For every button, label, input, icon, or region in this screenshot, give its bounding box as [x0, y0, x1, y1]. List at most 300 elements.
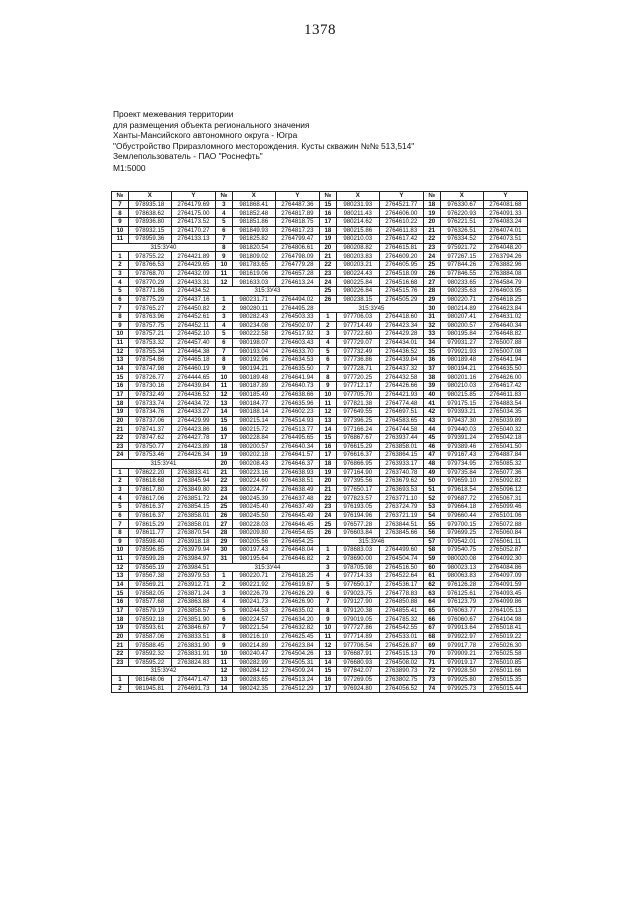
x-coordinate-cell: 981868.41	[232, 200, 275, 209]
table-row	[112, 390, 528, 399]
y-coordinate-cell: 2764635.96	[275, 399, 319, 408]
y-coordinate-cell: 2764602.23	[275, 408, 319, 417]
y-coordinate-cell: 2764508.02	[379, 658, 423, 667]
y-coordinate-cell: 2764432.09	[171, 269, 215, 278]
point-number-cell: 70	[423, 649, 440, 658]
point-number-cell: 10	[215, 261, 232, 270]
y-coordinate-cell: 2764603.95	[483, 287, 527, 296]
y-coordinate-cell: 2764452.11	[171, 321, 215, 330]
table-row	[112, 330, 528, 339]
y-coordinate-cell: 2764421.93	[379, 390, 423, 399]
x-coordinate-cell: 978730.16	[128, 382, 171, 391]
x-coordinate-cell: 976123.79	[440, 598, 483, 607]
x-coordinate-cell: 979660.44	[440, 511, 483, 520]
x-coordinate-cell: 978582.05	[128, 589, 171, 598]
x-coordinate-cell: 976221.51	[440, 217, 483, 226]
point-number-cell: 15	[319, 433, 336, 442]
table-row	[112, 235, 528, 244]
x-coordinate-cell: 979909.21	[440, 649, 483, 658]
x-coordinate-cell: 980225.84	[336, 278, 379, 287]
x-coordinate-cell: 979664.18	[440, 503, 483, 512]
table-row	[112, 468, 528, 477]
y-coordinate-cell: 2764471.47	[171, 675, 215, 684]
y-coordinate-cell: 2763858.01	[171, 511, 215, 520]
x-coordinate-cell: 978617.80	[128, 485, 171, 494]
table-row	[112, 546, 528, 555]
y-coordinate-cell: 2764605.95	[379, 261, 423, 270]
y-coordinate-cell: 2763845.94	[171, 477, 215, 486]
x-coordinate-cell: 978771.86	[128, 287, 171, 296]
point-number-cell: 8	[112, 209, 129, 218]
point-number-cell: 3	[215, 589, 232, 598]
y-coordinate-cell: 2764439.84	[171, 382, 215, 391]
point-number-cell: 4	[215, 598, 232, 607]
y-coordinate-cell: 2764436.52	[379, 347, 423, 356]
x-coordinate-cell: 978592.18	[128, 615, 171, 624]
table-header-row	[112, 192, 528, 201]
point-number-cell: 25	[319, 520, 336, 529]
point-number-cell: 24	[423, 252, 440, 261]
point-number-cell: 15	[215, 416, 232, 425]
table-row	[112, 554, 528, 563]
y-coordinate-cell: 2764638.93	[275, 468, 319, 477]
point-number-cell: 23	[423, 243, 440, 252]
point-number-cell: 9	[112, 537, 129, 546]
y-coordinate-cell: 2764817.23	[275, 226, 319, 235]
column-header: №	[423, 192, 440, 201]
x-coordinate-cell: 980189.48	[440, 356, 483, 365]
x-coordinate-cell: 980220.71	[232, 572, 275, 581]
point-number-cell: 69	[423, 641, 440, 650]
x-coordinate-cell: 978565.19	[128, 563, 171, 572]
table-row	[112, 295, 528, 304]
y-coordinate-cell: 2765101.06	[483, 511, 527, 520]
table-body	[112, 200, 528, 693]
y-coordinate-cell: 2764092.30	[483, 554, 527, 563]
x-coordinate-cell: 979019.05	[336, 615, 379, 624]
point-number-cell: 31	[215, 554, 232, 563]
y-coordinate-cell: 2765060.84	[483, 528, 527, 537]
point-number-cell: 23	[319, 269, 336, 278]
x-coordinate-cell: 978747.98	[128, 364, 171, 373]
x-coordinate-cell: 980282.43	[232, 312, 275, 321]
y-coordinate-cell: 2763912.71	[171, 580, 215, 589]
x-coordinate-cell: 977705.70	[336, 390, 379, 399]
y-coordinate-cell: 2764437.16	[171, 295, 215, 304]
point-number-cell: 24	[319, 511, 336, 520]
x-coordinate-cell: 979437.30	[440, 416, 483, 425]
x-coordinate-cell: 980245.50	[232, 511, 275, 520]
column-header: №	[215, 192, 232, 201]
table-row	[112, 580, 528, 589]
y-coordinate-cell: 2764744.58	[379, 425, 423, 434]
x-coordinate-cell: 976126.28	[440, 580, 483, 589]
y-coordinate-cell: 2765072.88	[483, 520, 527, 529]
point-number-cell: 7	[319, 598, 336, 607]
y-coordinate-cell: 2765052.87	[483, 546, 527, 555]
point-number-cell: 2	[112, 477, 129, 486]
point-number-cell: 43	[423, 416, 440, 425]
point-number-cell: 17	[215, 433, 232, 442]
point-number-cell: 23	[215, 485, 232, 494]
header-line-purpose: для размещения объекта регионального значения	[113, 119, 310, 130]
y-coordinate-cell: 2764514.93	[275, 416, 319, 425]
point-number-cell: 10	[319, 624, 336, 633]
y-coordinate-cell: 2763854.15	[171, 503, 215, 512]
point-number-cell: 40	[423, 390, 440, 399]
y-coordinate-cell: 2764504.26	[275, 649, 319, 658]
table-row	[112, 217, 528, 226]
y-coordinate-cell: 2763858.01	[171, 520, 215, 529]
x-coordinate-cell: 980215.85	[440, 390, 483, 399]
y-coordinate-cell: 2763724.79	[379, 503, 423, 512]
table-row	[112, 624, 528, 633]
x-coordinate-cell: 980201.16	[440, 373, 483, 382]
y-coordinate-cell: 2764887.84	[483, 451, 527, 460]
x-coordinate-cell: 981783.65	[232, 261, 275, 270]
point-number-cell: 10	[215, 649, 232, 658]
y-coordinate-cell: 2763833.41	[171, 468, 215, 477]
point-number-cell: 60	[423, 563, 440, 572]
point-number-cell: 17	[112, 606, 129, 615]
table-row	[112, 451, 528, 460]
table-row	[112, 408, 528, 417]
header-line-project: Проект межевания территории	[113, 109, 234, 119]
x-coordinate-cell: 980223.16	[232, 468, 275, 477]
point-number-cell: 4	[215, 209, 232, 218]
point-number-cell: 15	[319, 200, 336, 209]
x-coordinate-cell: 980224.57	[232, 615, 275, 624]
y-coordinate-cell: 2764426.34	[171, 451, 215, 460]
point-number-cell: 18	[112, 615, 129, 624]
y-coordinate-cell: 2765026.30	[483, 641, 527, 650]
point-number-cell: 36	[423, 356, 440, 365]
table-row	[112, 649, 528, 658]
x-coordinate-cell: 979928.50	[440, 667, 483, 676]
point-number-cell: 9	[112, 217, 129, 226]
y-coordinate-cell: 2764505.31	[275, 658, 319, 667]
point-number-cell: 16	[319, 442, 336, 451]
x-coordinate-cell: 977267.15	[440, 252, 483, 261]
point-number-cell: 16	[215, 425, 232, 434]
point-number-cell: 14	[112, 580, 129, 589]
point-number-cell: 8	[215, 632, 232, 641]
point-number-cell: 19	[112, 624, 129, 633]
x-coordinate-cell: 977729.07	[336, 338, 379, 347]
point-number-cell: 23	[112, 442, 129, 451]
point-number-cell: 25	[215, 503, 232, 512]
x-coordinate-cell: 980210.03	[336, 235, 379, 244]
x-coordinate-cell: 980220.71	[440, 295, 483, 304]
point-number-cell: 50	[423, 477, 440, 486]
y-coordinate-cell: 2764648.04	[275, 546, 319, 555]
y-coordinate-cell: 2763937.44	[379, 433, 423, 442]
point-number-cell: 13	[319, 416, 336, 425]
table-row	[112, 572, 528, 581]
column-header: Y	[275, 192, 319, 201]
x-coordinate-cell: 981820.54	[232, 243, 275, 252]
point-number-cell: 12	[112, 563, 129, 572]
point-number-cell: 2	[319, 321, 336, 330]
coordinates-table	[111, 191, 528, 693]
y-coordinate-cell: 2764657.28	[275, 269, 319, 278]
table-row	[112, 382, 528, 391]
point-number-cell: 10	[319, 390, 336, 399]
y-coordinate-cell: 2763871.24	[171, 589, 215, 598]
x-coordinate-cell: 980226.84	[336, 287, 379, 296]
y-coordinate-cell: 2764452.61	[171, 312, 215, 321]
x-coordinate-cell: 980216.10	[232, 632, 275, 641]
point-number-cell: 54	[423, 511, 440, 520]
point-number-cell: 26	[319, 528, 336, 537]
x-coordinate-cell: 977650.17	[336, 580, 379, 589]
y-coordinate-cell: 2764427.78	[171, 433, 215, 442]
y-coordinate-cell: 2764499.60	[379, 546, 423, 555]
y-coordinate-cell: 2764778.83	[379, 589, 423, 598]
y-coordinate-cell: 2764513.24	[275, 675, 319, 684]
y-coordinate-cell: 2765061.11	[483, 537, 527, 546]
header-scale: М1:5000	[113, 162, 146, 173]
y-coordinate-cell: 2764635.50	[483, 364, 527, 373]
y-coordinate-cell: 2764513.77	[275, 425, 319, 434]
point-number-cell: 4	[319, 338, 336, 347]
point-number-cell: 66	[423, 615, 440, 624]
x-coordinate-cell: 980194.21	[440, 364, 483, 373]
x-coordinate-cell: 977650.17	[336, 485, 379, 494]
point-number-cell: 19	[112, 408, 129, 417]
x-coordinate-cell: 977714.33	[336, 572, 379, 581]
point-number-cell: 57	[423, 537, 440, 546]
y-coordinate-cell: 2764613.24	[275, 278, 319, 287]
table-row	[112, 287, 528, 296]
column-header: Y	[483, 192, 527, 201]
x-coordinate-cell: 978683.03	[336, 546, 379, 555]
x-coordinate-cell: 981945.81	[128, 684, 171, 693]
column-header: X	[128, 192, 171, 201]
x-coordinate-cell: 979925.73	[440, 684, 483, 693]
point-number-cell: 24	[215, 494, 232, 503]
y-coordinate-cell: 2764097.09	[483, 572, 527, 581]
x-coordinate-cell: 978638.62	[128, 209, 171, 218]
point-number-cell: 17	[112, 390, 129, 399]
point-number-cell: 4	[112, 278, 129, 287]
x-coordinate-cell: 980224.60	[232, 477, 275, 486]
y-coordinate-cell: 2763833.51	[171, 632, 215, 641]
y-coordinate-cell: 2764850.88	[379, 598, 423, 607]
x-coordinate-cell: 980211.43	[336, 209, 379, 218]
point-number-cell: 9	[215, 364, 232, 373]
y-coordinate-cell: 2764504.74	[379, 554, 423, 563]
y-coordinate-cell: 2764423.34	[379, 321, 423, 330]
x-coordinate-cell: 977396.25	[336, 416, 379, 425]
y-coordinate-cell: 2764516.50	[379, 563, 423, 572]
y-coordinate-cell: 2765077.36	[483, 468, 527, 477]
point-number-cell: 13	[215, 399, 232, 408]
point-number-cell: 9	[112, 321, 129, 330]
x-coordinate-cell: 980200.57	[232, 442, 275, 451]
x-coordinate-cell: 978754.86	[128, 356, 171, 365]
x-coordinate-cell: 980221.54	[232, 624, 275, 633]
x-coordinate-cell: 978577.68	[128, 598, 171, 607]
point-number-cell: 3	[215, 200, 232, 209]
point-number-cell: 8	[215, 243, 232, 252]
table-row	[112, 364, 528, 373]
point-number-cell: 61	[423, 572, 440, 581]
point-number-cell: 7	[112, 304, 129, 313]
y-coordinate-cell: 2764433.27	[171, 408, 215, 417]
point-number-cell: 8	[112, 312, 129, 321]
x-coordinate-cell: 978936.80	[128, 217, 171, 226]
x-coordinate-cell: 979540.75	[440, 546, 483, 555]
point-number-cell: 18	[215, 442, 232, 451]
x-coordinate-cell: 978935.18	[128, 200, 171, 209]
point-number-cell: 1	[112, 468, 129, 477]
y-coordinate-cell: 2764081.68	[483, 200, 527, 209]
x-coordinate-cell: 979735.84	[440, 468, 483, 477]
table-row	[112, 200, 528, 209]
point-number-cell: 8	[112, 528, 129, 537]
x-coordinate-cell: 978737.06	[128, 416, 171, 425]
point-number-cell: 24	[319, 278, 336, 287]
x-coordinate-cell: 980221.92	[232, 580, 275, 589]
y-coordinate-cell: 2764518.09	[379, 269, 423, 278]
point-number-cell: 2	[215, 304, 232, 313]
header-line-land-user: Землепользователь - ПАО "Роснефть"	[113, 151, 263, 162]
point-number-cell: 2	[215, 580, 232, 589]
x-coordinate-cell: 978592.32	[128, 649, 171, 658]
point-number-cell: 25	[423, 261, 440, 270]
y-coordinate-cell: 2763740.78	[379, 468, 423, 477]
x-coordinate-cell: 980242.35	[232, 684, 275, 693]
y-coordinate-cell: 2764779.28	[275, 261, 319, 270]
x-coordinate-cell: 976924.80	[336, 684, 379, 693]
y-coordinate-cell: 2764646.37	[275, 459, 319, 468]
point-number-cell: 71	[423, 658, 440, 667]
point-number-cell: 4	[319, 572, 336, 581]
x-coordinate-cell: 978741.37	[128, 425, 171, 434]
x-coordinate-cell: 980214.89	[440, 304, 483, 313]
y-coordinate-cell: 2763918.18	[171, 537, 215, 546]
y-coordinate-cell: 2764436.52	[171, 390, 215, 399]
point-number-cell: 12	[319, 641, 336, 650]
x-coordinate-cell: 979389.46	[440, 442, 483, 451]
point-number-cell: 52	[423, 494, 440, 503]
point-number-cell: 19	[319, 235, 336, 244]
x-coordinate-cell: 980185.49	[232, 390, 275, 399]
point-number-cell: 7	[215, 235, 232, 244]
x-coordinate-cell: 980192.96	[232, 356, 275, 365]
point-number-cell: 21	[319, 252, 336, 261]
point-number-cell: 1	[112, 675, 129, 684]
point-number-cell: 21	[112, 425, 129, 434]
header-line-object: "Обустройство Приразломного месторождения. Кусты скважин №№ 513,514"	[113, 140, 415, 151]
point-number-cell: 23	[112, 658, 129, 667]
point-number-cell: 5	[215, 330, 232, 339]
point-number-cell: 1	[215, 295, 232, 304]
y-coordinate-cell: 2764798.09	[275, 252, 319, 261]
x-coordinate-cell: 980282.99	[232, 658, 275, 667]
x-coordinate-cell: 980189.48	[232, 373, 275, 382]
x-coordinate-cell: 980231.93	[336, 200, 379, 209]
x-coordinate-cell: 980245.40	[232, 503, 275, 512]
x-coordinate-cell: 976125.61	[440, 589, 483, 598]
point-number-cell: 9	[215, 252, 232, 261]
point-number-cell: 15	[112, 373, 129, 382]
y-coordinate-cell: 2765099.46	[483, 503, 527, 512]
x-coordinate-cell: 978599.28	[128, 554, 171, 563]
y-coordinate-cell: 2764606.00	[379, 209, 423, 218]
y-coordinate-cell: 2765040.32	[483, 425, 527, 434]
table-row	[112, 684, 528, 693]
point-number-cell: 7	[112, 520, 129, 529]
point-number-cell: 6	[319, 356, 336, 365]
y-coordinate-cell: 2764056.52	[379, 684, 423, 693]
point-number-cell: 27	[423, 278, 440, 287]
x-coordinate-cell: 977712.17	[336, 382, 379, 391]
y-coordinate-cell: 2765010.85	[483, 658, 527, 667]
x-coordinate-cell: 977706.54	[336, 641, 379, 650]
y-coordinate-cell: 2763846.67	[171, 624, 215, 633]
x-coordinate-cell: 979391.24	[440, 433, 483, 442]
y-coordinate-cell: 2765042.18	[483, 433, 527, 442]
y-coordinate-cell: 2763794.26	[483, 252, 527, 261]
y-coordinate-cell: 2763693.53	[379, 485, 423, 494]
point-number-cell: 20	[319, 243, 336, 252]
y-coordinate-cell: 2764515.13	[379, 649, 423, 658]
table-row	[112, 321, 528, 330]
y-coordinate-cell: 2764173.52	[171, 217, 215, 226]
y-coordinate-cell: 2763979.94	[171, 546, 215, 555]
x-coordinate-cell: 976330.67	[440, 200, 483, 209]
x-coordinate-cell: 977714.49	[336, 321, 379, 330]
point-number-cell: 2	[112, 261, 129, 270]
y-coordinate-cell: 2764641.94	[275, 373, 319, 382]
x-coordinate-cell: 977722.60	[336, 330, 379, 339]
point-number-cell: 32	[423, 321, 440, 330]
y-coordinate-cell: 2763984.51	[171, 563, 215, 572]
y-coordinate-cell: 2764638.51	[275, 477, 319, 486]
y-coordinate-cell: 2763831.90	[171, 641, 215, 650]
point-number-cell: 6	[112, 295, 129, 304]
y-coordinate-cell: 2764494.02	[275, 295, 319, 304]
plot-group-title: 315:3У45	[319, 304, 423, 313]
x-coordinate-cell: 980023.13	[440, 563, 483, 572]
y-coordinate-cell: 2764618.25	[483, 295, 527, 304]
y-coordinate-cell: 2764437.32	[379, 364, 423, 373]
x-coordinate-cell: 976867.67	[336, 433, 379, 442]
point-number-cell: 10	[112, 546, 129, 555]
x-coordinate-cell: 976063.77	[440, 606, 483, 615]
y-coordinate-cell: 2764457.40	[171, 338, 215, 347]
point-number-cell: 6	[215, 226, 232, 235]
x-coordinate-cell: 980214.89	[232, 641, 275, 650]
table-row	[112, 347, 528, 356]
plot-group-title: 315:3У41	[112, 459, 216, 468]
x-coordinate-cell: 979913.64	[440, 624, 483, 633]
y-coordinate-cell: 2764634.53	[275, 356, 319, 365]
x-coordinate-cell: 979542.01	[440, 537, 483, 546]
point-number-cell: 18	[319, 226, 336, 235]
y-coordinate-cell: 2765007.88	[483, 338, 527, 347]
x-coordinate-cell: 978775.29	[128, 295, 171, 304]
y-coordinate-cell: 2764526.87	[379, 641, 423, 650]
x-coordinate-cell: 980198.07	[232, 338, 275, 347]
point-number-cell: 2	[112, 684, 129, 693]
y-coordinate-cell: 2764626.29	[275, 589, 319, 598]
point-number-cell: 12	[215, 390, 232, 399]
y-coordinate-cell: 2763858.01	[379, 442, 423, 451]
point-number-cell: 17	[319, 451, 336, 460]
